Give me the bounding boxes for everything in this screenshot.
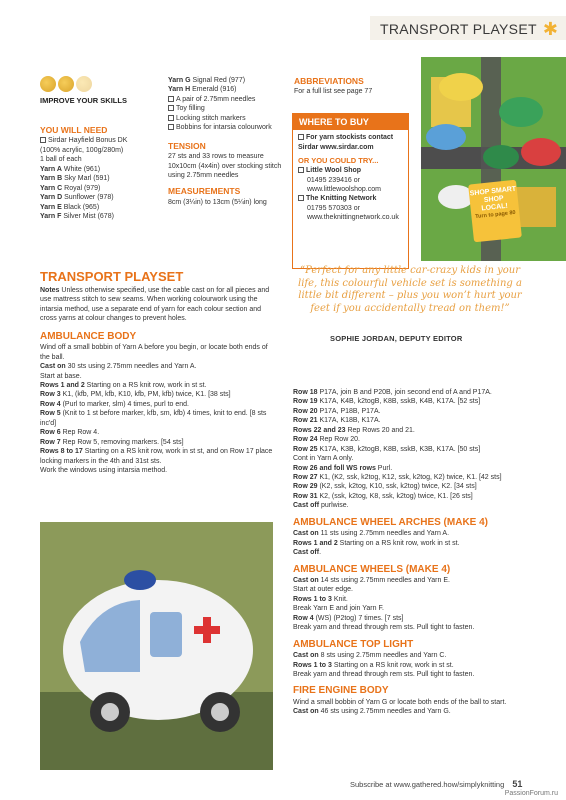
- row-line: [293, 651, 533, 660]
- row-line: [293, 585, 533, 594]
- step-text: Rep Rows 20 and 21.: [345, 426, 415, 434]
- tension-heading: TENSION: [168, 140, 206, 151]
- colour-line: [40, 203, 160, 212]
- colour-label: Yarn B: [40, 175, 63, 183]
- extra-item: [168, 95, 286, 104]
- colour-line: [40, 174, 160, 183]
- section-header-tab: [370, 16, 566, 40]
- step-label: Rows 1 and 2: [293, 539, 338, 547]
- shop-item: [298, 166, 403, 175]
- step-label: Cast on: [293, 708, 319, 716]
- checkbox[interactable]: [168, 96, 174, 102]
- shop-item: [298, 194, 403, 203]
- colour-label: Yarn H: [168, 86, 191, 94]
- where-to-buy-title: WHERE TO BUY: [293, 114, 408, 130]
- step-label: Row 4: [40, 400, 61, 408]
- row-line: [293, 670, 533, 679]
- abbreviations: [294, 76, 414, 97]
- amb-line: [40, 438, 275, 447]
- notes: [40, 286, 275, 324]
- step-text: (Purl to marker, slm) 4 times, purl to end.: [60, 400, 189, 408]
- colour-line: [168, 85, 286, 94]
- watermark: PassionForum.ru: [504, 789, 558, 797]
- step-text: Break yarn and thread through rem sts. Pull tight to fasten.: [293, 671, 475, 678]
- yarn-ball-icon: [58, 76, 74, 92]
- left-column: [40, 286, 275, 475]
- abbreviations-text: For a full list see page 77: [294, 88, 373, 96]
- step-label: Rows 22 and 23: [293, 426, 346, 434]
- row-line: [293, 576, 533, 585]
- you-will-need: [40, 125, 160, 221]
- row-line: [293, 426, 533, 435]
- page-number: 51: [512, 779, 523, 789]
- step-text: .: [319, 549, 322, 557]
- row-line: [293, 623, 533, 632]
- ambulance-illustration: [40, 522, 273, 770]
- step-text: Wind a small bobbin of Yarn G or locate both ends of the ball to start.: [293, 698, 507, 706]
- step-label: Rows 1 to 3: [293, 661, 332, 669]
- amb-line: [40, 409, 275, 428]
- step-text: K17A, K4B, k2togB, K8B, sskB, K4B, K17A. [52 sts]: [317, 398, 481, 406]
- step-text: purlwise.: [319, 502, 349, 510]
- step-text: P17A, P18B, P17A.: [317, 407, 381, 415]
- amb-line: [40, 362, 275, 371]
- footer-subscribe-link[interactable]: Subscribe at www.gathered.how/simplyknitting: [350, 780, 505, 789]
- step-label: Row 7: [40, 438, 61, 446]
- step-label: Cast on: [293, 530, 319, 538]
- step-label: Cast on: [293, 652, 319, 660]
- step-label: Row 18: [293, 389, 318, 396]
- badge-line: SHOP SMART: [469, 185, 517, 198]
- step-text: Starting on a RS knit row, work in st st.: [337, 539, 460, 547]
- fire-engine-heading: FIRE ENGINE BODY: [293, 685, 389, 697]
- step-text: Rep Row 20.: [317, 436, 360, 444]
- colour-value: Emerald (916): [190, 86, 237, 94]
- step-label: Row 3: [40, 391, 61, 399]
- step-text: Starting on a RS knit row, work in st st.: [84, 382, 207, 389]
- step-text: Rep Row 5, removing markers. [54 sts]: [60, 438, 184, 446]
- step-label: Cast off: [293, 549, 320, 557]
- row-line: [293, 698, 533, 707]
- quote-attribution: SOPHIE JORDAN, DEPUTY EDITOR: [330, 334, 463, 343]
- step-label: Rows 1 to 3: [293, 595, 332, 603]
- step-text: 14 sts using 2.75mm needles and Yarn E.: [318, 577, 450, 584]
- checkbox[interactable]: [168, 115, 174, 121]
- row-line: [293, 473, 533, 482]
- yarn-ball-icon: [76, 76, 92, 92]
- stockists-line: [298, 133, 403, 152]
- wheels-heading: AMBULANCE WHEELS (MAKE 4): [293, 563, 451, 575]
- step-label: Cast on: [293, 577, 319, 584]
- yarn-detail: 1 ball of each: [40, 156, 82, 164]
- step-text: Starting on a RS knit row, work in st st, and on Row 17 place locking markers in the 4th and 31st sts.: [40, 448, 273, 465]
- extra-label: Toy filling: [176, 105, 205, 113]
- or-heading: OR YOU COULD TRY...: [298, 156, 379, 166]
- footer: [350, 778, 522, 790]
- colour-value: Sunflower (978): [62, 194, 114, 202]
- step-text: K17A, K3B, k2togB, K8B, sskB, K3B, K17A. [50 sts]: [317, 445, 481, 453]
- row-line: [293, 548, 533, 557]
- step-text: Wind off a small bobbin of Yarn A before you begin, or locate both ends of the ball.: [40, 344, 268, 361]
- extra-item: [168, 123, 286, 132]
- step-label: Row 21: [293, 417, 318, 425]
- notes-label: Notes: [40, 287, 60, 294]
- step-text: Purl.: [375, 464, 393, 472]
- measurements-text: 8cm (3¼in) to 13cm (5¼in) long: [168, 198, 267, 206]
- yarn-name: Sirdar Hayfield Bonus DK: [48, 137, 128, 145]
- step-label: Row 27: [293, 473, 318, 481]
- row-line: [293, 707, 533, 716]
- colour-value: Sky Marl (591): [62, 175, 110, 183]
- step-text: Break yarn and thread through rem sts. Pull tight to fasten.: [293, 624, 475, 632]
- checkbox[interactable]: [168, 105, 174, 111]
- ambulance-photo: [40, 522, 273, 770]
- colour-line: [40, 165, 160, 174]
- step-text: K2, (ssk, k2tog, K8, ssk, k2tog) twice, K1. [26 sts]: [317, 492, 473, 500]
- checkbox[interactable]: [298, 134, 304, 140]
- row-line: [293, 529, 533, 538]
- extra-item: [168, 104, 286, 113]
- step-text: Knit.: [331, 595, 348, 603]
- colour-label: Yarn F: [40, 212, 62, 220]
- step-text: Break Yarn E and join Yarn F.: [293, 605, 384, 613]
- step-label: Cast on: [40, 363, 66, 371]
- colour-value: Signal Red (977): [190, 77, 246, 84]
- badge-line: SHOP LOCAL!: [481, 195, 509, 213]
- row-line: [293, 492, 533, 501]
- badge-turn-to: Turn to page 80: [474, 210, 516, 221]
- where-to-buy-box: [292, 113, 409, 269]
- colour-label: Yarn G: [168, 77, 191, 84]
- step-text: 11 sts using 2.75mm needles and Yarn A.: [318, 530, 450, 538]
- pattern-title: TRANSPORT PLAYSET: [40, 269, 184, 284]
- step-text: Starting on a RS knit row, work in st st.: [331, 661, 454, 669]
- step-label: Row 26 and foll WS rows: [293, 464, 376, 472]
- yarn-detail: (100% acrylic, 100g/280m): [40, 146, 124, 154]
- step-label: Row 29: [293, 483, 318, 491]
- row-line: [293, 454, 533, 463]
- row-line: [293, 397, 533, 406]
- row-line: [293, 482, 533, 491]
- step-text: (Knit to 1 st before marker, kfb, sm, kfb) 4 times, knit to end. [8 sts inc'd]: [40, 410, 267, 427]
- step-label: Rows 8 to 17: [40, 448, 83, 456]
- right-column: [293, 388, 533, 717]
- abbreviations-heading: ABBREVIATIONS: [294, 76, 364, 86]
- amb-line: [40, 381, 275, 390]
- step-text: K1, (kfb, PM, kfb, K10, kfb, PM, kfb) twice, K1. [38 sts]: [60, 391, 231, 399]
- amb-line: [40, 372, 275, 381]
- shop-name: Little Wool Shop: [306, 167, 362, 175]
- row-line: [293, 445, 533, 454]
- colour-line: [40, 184, 160, 193]
- step-label: Row 24: [293, 436, 318, 444]
- colour-value: Black (965): [61, 203, 100, 211]
- need-column-2: [168, 76, 286, 207]
- notes-text: Unless otherwise specified, use the cable cast on for all pieces and use mattress stitch to sew seams. When working colourwork using the intarsia method, use a separate end of yarn for each colour section and cross yarns at colour changes to prevent holes.: [40, 287, 270, 323]
- colour-line: [168, 76, 286, 85]
- amb-line: [40, 400, 275, 409]
- step-label: Row 25: [293, 445, 318, 453]
- step-text: 8 sts using 2.75mm needles and Yarn C.: [318, 652, 447, 660]
- step-label: Row 4: [293, 614, 314, 622]
- section-header-title: TRANSPORT PLAYSET: [380, 21, 537, 37]
- amb-line: [40, 390, 275, 399]
- checkbox[interactable]: [298, 195, 304, 201]
- extra-item: [168, 114, 286, 123]
- row-line: [293, 435, 533, 444]
- step-text: K1, (K2, ssk, k2tog, K12, ssk, k2tog, K2) twice, K1. [42 sts]: [317, 473, 502, 481]
- ambulance-body-heading: AMBULANCE BODY: [40, 330, 137, 342]
- colour-label: Yarn A: [40, 165, 62, 173]
- top-light-heading: AMBULANCE TOP LIGHT: [293, 638, 414, 650]
- extra-label: Bobbins for intarsia colourwork: [176, 124, 272, 132]
- stockists-text: For yarn stockists contact Sirdar www.sirdar.com: [298, 134, 394, 151]
- step-text: Start at base.: [40, 372, 82, 380]
- step-text: Work the windows using intarsia method.: [40, 466, 168, 474]
- checkbox[interactable]: [40, 137, 46, 143]
- shop-local-badge[interactable]: [468, 180, 522, 243]
- step-text: 46 sts using 2.75mm needles and Yarn G.: [318, 708, 451, 716]
- step-label: Row 20: [293, 407, 318, 415]
- row-line: [293, 464, 533, 473]
- step-label: Row 31: [293, 492, 318, 500]
- checkbox[interactable]: [168, 124, 174, 130]
- yarn-ball-icon: [40, 76, 56, 92]
- colour-line: [40, 212, 160, 221]
- row-line: [293, 595, 533, 604]
- wheel-arches-heading: AMBULANCE WHEEL ARCHES (MAKE 4): [293, 516, 488, 528]
- step-text: P17A, join B and P20B, join second end of A and P17A.: [317, 389, 492, 396]
- step-label: Row 19: [293, 398, 318, 406]
- colour-label: Yarn E: [40, 203, 62, 211]
- colour-value: White (961): [61, 165, 101, 173]
- colour-label: Yarn D: [40, 194, 63, 202]
- row-line: [293, 416, 533, 425]
- measurements-heading: MEASUREMENTS: [168, 186, 241, 197]
- amb-line: [40, 466, 275, 475]
- step-label: Cast off: [293, 502, 320, 510]
- extra-label: A pair of 2.75mm needles: [176, 95, 256, 103]
- tension-text: 27 sts and 33 rows to measure 10x10cm (4x4in) over stocking stitch using 2.75mm needles: [168, 153, 282, 179]
- colour-value: Royal (979): [62, 184, 101, 192]
- checkbox[interactable]: [298, 167, 304, 173]
- asterisk-icon: ✱: [542, 19, 558, 39]
- pull-quote: “Perfect for any little car-crazy kids in your life, this colourful vehicle set is something a little bit different – plus you won’t hurt your feet if you accidentally tread on them!”: [298, 265, 522, 314]
- step-label: Row 5: [40, 410, 61, 418]
- shop-name: The Knitting Network: [306, 195, 377, 203]
- step-text: (K2, ssk, k2tog, K10, ssk, k2tog) twice, K2. [34 sts]: [317, 483, 477, 491]
- amb-line: [40, 447, 275, 466]
- amb-line: [40, 343, 275, 362]
- row-line: [293, 661, 533, 670]
- yarn-line: [40, 136, 160, 145]
- row-line: [293, 614, 533, 623]
- step-text: K17A, K18B, K17A.: [317, 417, 381, 425]
- colour-label: Yarn C: [40, 184, 63, 192]
- skill-level-icons: [40, 76, 94, 95]
- step-text: Cont in Yarn A only.: [293, 455, 354, 463]
- shop-detail: 01495 239416 or www.littlewoolshop.com: [307, 176, 381, 194]
- you-will-need-heading: YOU WILL NEED: [40, 125, 108, 135]
- row-line: [293, 388, 533, 397]
- row-line: [293, 539, 533, 548]
- step-text: Start at outer edge.: [293, 586, 353, 594]
- step-text: 30 sts using 2.75mm needles and Yarn A.: [65, 363, 197, 371]
- step-text: (WS) (P2tog) 7 times. [7 sts]: [313, 614, 404, 622]
- row-line: [293, 501, 533, 510]
- step-label: Rows 1 and 2: [40, 382, 85, 389]
- row-line: [293, 407, 533, 416]
- skills-label: IMPROVE YOUR SKILLS: [40, 96, 127, 105]
- row-line: [293, 604, 533, 613]
- step-label: Row 6: [40, 429, 61, 437]
- amb-line: [40, 428, 275, 437]
- step-text: Rep Row 4.: [60, 429, 100, 437]
- extra-label: Locking stitch markers: [176, 114, 246, 122]
- colour-value: Silver Mist (678): [61, 212, 114, 220]
- colour-line: [40, 193, 160, 202]
- shop-detail: 01795 570303 or www.theknittingnetwork.co.uk: [307, 204, 399, 222]
